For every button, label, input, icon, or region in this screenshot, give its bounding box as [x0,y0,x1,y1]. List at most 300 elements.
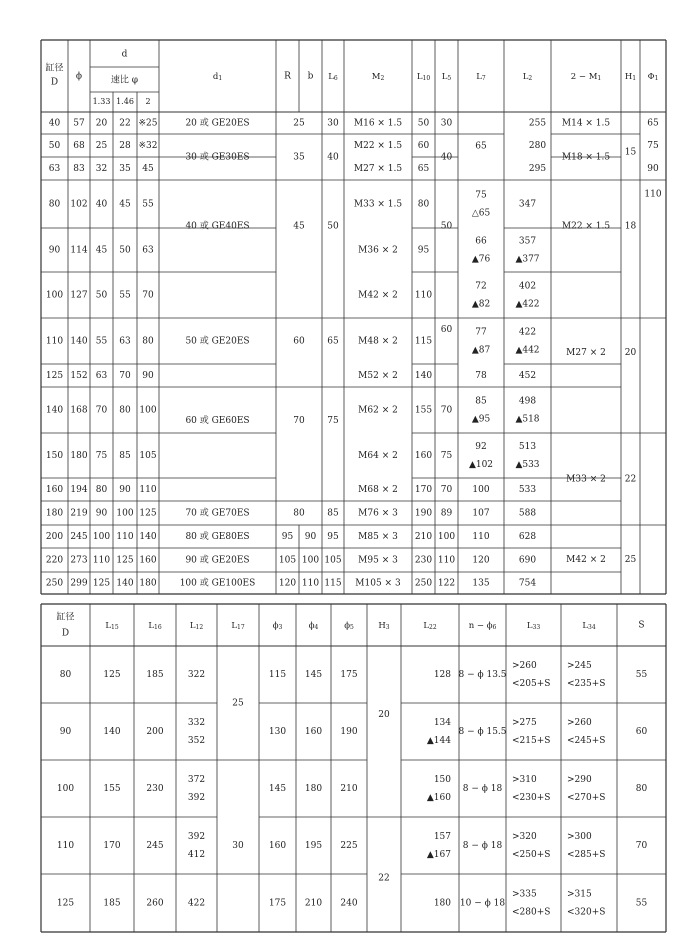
cell-L10: 115 [414,336,433,347]
cell-ratio-133: 40 [95,199,108,210]
header-b: b [307,71,314,82]
cell2-L12-alt: 392 [187,793,206,803]
cell-M2: M48 × 2 [358,336,398,347]
cell2-L17-merged: 25 [232,698,244,709]
header2-bore-label: 缸径 [56,612,75,623]
cell-L5: 110 [437,555,456,566]
cell-L6: 105 [324,555,342,566]
cell-ratio-2: 180 [139,578,157,589]
cell-R: 95 [281,532,294,542]
cell-ratio-133: 80 [95,485,108,495]
header-ratio-2: 2 [145,97,151,106]
cell2-S: 70 [635,841,648,851]
cell2-L33-max: <215+S [512,736,551,746]
cell2-L15: 170 [103,841,121,851]
cell-bore: 220 [45,555,64,566]
cell-L2: 498 [518,396,537,407]
cell-M2: M22 × 1.5 [353,141,403,151]
cell-L5: 100 [437,532,456,542]
cell-L2: 533 [518,485,537,495]
cell-M2: M85 × 3 [358,532,398,542]
cell-L2: 588 [518,508,537,519]
cell2-phi4: 160 [304,727,323,737]
cell2-phi3: 115 [268,670,287,680]
header-L2: $L_2$ [522,71,533,82]
header2-L22: $L_{22}$ [423,620,437,631]
cell-L2: 280 [528,141,547,151]
cell-bore: 160 [45,485,64,495]
cell-bore: 150 [45,451,64,461]
header2-phi5: $\phi_5$ [344,620,354,631]
cell-d1-merged: 50 或 GE20ES [185,336,250,347]
cell-bore: 50 [48,141,61,151]
cell-ratio-2: 63 [142,245,154,256]
cell-L7: 75 [475,190,487,201]
cell-ratio-133: 90 [95,508,108,519]
cell-ratio-146: 50 [119,245,131,256]
header-phi: ϕ [75,71,83,82]
cell-ratio-133: 70 [95,405,108,416]
cell-L10: 160 [414,451,433,461]
cell2-L12: 372 [187,775,206,785]
cell-ratio-133: 110 [92,555,111,566]
cell-ratio-146: 22 [119,118,131,129]
cell-L2: 452 [518,371,537,381]
cell-L7: 72 [475,281,487,292]
cell-bore: 63 [48,164,61,174]
cell-ratio-133: 25 [95,141,108,151]
cell-L7-alt: ▲95 [471,414,491,425]
cell-H1-merged: 22 [624,474,637,485]
cell-L2: 255 [528,118,547,129]
cell2-H3-merged: 20 [378,710,390,720]
cell2-bore: 80 [59,670,72,680]
cell2-L12: 392 [187,832,206,842]
cell2-n-phi6: 8 − ϕ 18 [462,784,503,794]
header-d1: $d_1$ [212,71,223,82]
cell-L10: 140 [414,371,433,381]
cell-ratio-146: 80 [119,405,131,416]
cell2-S: 60 [635,727,648,737]
cell2-L15: 185 [103,898,121,909]
header-M1: $2 - M_1$ [570,71,602,82]
cell-L2: 422 [518,327,537,338]
cell2-S: 55 [635,898,648,909]
cell-phi: 152 [70,371,88,381]
cell2-bore: 125 [56,898,75,909]
cell-L5: 70 [440,485,453,495]
cell-L5-merged: 30 [440,118,453,129]
cell2-L34-max: <320+S [567,907,606,918]
cell-L2-alt: ▲442 [515,345,540,356]
cell-ratio-2: 80 [142,336,154,347]
cell-R-merged: 45 [293,221,305,232]
header-M2: $M_2$ [371,71,385,82]
cell-H1-merged: 18 [624,221,637,232]
cell-L7: 120 [472,555,490,566]
cell2-phi4: 180 [304,784,323,794]
cell2-L22-alt: ▲167 [426,850,451,860]
cell-Phi1-merged: 110 [644,189,662,200]
cell-ratio-2: 70 [142,290,154,301]
cell2-L16: 185 [146,670,164,680]
cell-R-merged: 35 [293,152,305,163]
cell2-bore: 110 [56,841,75,851]
cell2-L33-max: <205+S [512,679,551,689]
cell-H1-merged: 15 [624,147,637,158]
cell2-n-phi6: 8 − ϕ 18 [462,841,503,851]
header2-L15: $L_{15}$ [105,620,119,631]
cell2-L16: 260 [146,898,164,909]
cell-M2: M42 × 2 [358,290,398,301]
cell-L7: 100 [472,485,490,495]
cell-d1: 70 或 GE70ES [185,508,250,519]
cell-L10: 155 [414,405,433,416]
cell-L7: 78 [475,371,487,381]
cell-ratio-2: 140 [139,532,157,542]
cell-L2: 295 [528,164,547,174]
cell2-L34-max: <285+S [567,850,606,860]
cell-ratio-133: 45 [95,245,108,256]
cell-L10: 250 [414,578,433,589]
cell2-n-phi6: 10 − ϕ 18 [459,898,506,909]
cell-ratio-2: 90 [142,371,154,381]
cell2-L33-min: >260 [512,661,537,671]
cell-L5: 75 [440,451,453,461]
cell-ratio-2: ※25 [138,118,158,129]
cell2-H3-merged: 22 [378,873,390,884]
cell-L10: 170 [414,485,433,495]
cell-phi: 127 [70,290,88,301]
cell2-L33-min: >335 [512,889,537,900]
cell-d1-merged: 40 或 GE40ES [185,221,250,232]
cell2-L33-max: <280+S [512,907,551,918]
cell-L7: 85 [475,396,487,407]
cell-ratio-2: 100 [139,405,157,416]
cell-L6: 95 [327,532,339,542]
cell2-phi3: 130 [268,727,287,737]
cell2-S: 55 [635,670,648,680]
cell-M2: M52 × 2 [358,371,398,381]
cell-L2-alt: ▲533 [515,460,540,470]
cell-L10: 190 [414,508,433,519]
cell2-L15: 140 [103,727,121,737]
cell2-L34-max: <270+S [567,793,606,803]
cell-ratio-133: 50 [95,290,108,301]
cell-M2: M27 × 1.5 [353,164,403,174]
cell-M2: M16 × 1.5 [353,118,403,129]
cell-ratio-133: 20 [95,118,108,129]
cell-L2: 628 [518,532,537,542]
cell-ratio-146: 90 [119,485,131,495]
cell-L6-merged: 75 [327,416,339,426]
header2-phi3: $\phi_3$ [272,620,283,631]
cell-ratio-146: 70 [119,371,131,381]
cell-L5-merged: 60 [440,325,453,335]
header-H1: $H_1$ [624,71,637,82]
cell-ratio-133: 100 [92,532,111,542]
cell-phi: 219 [70,508,88,519]
cell-L2-alt: ▲518 [515,414,540,425]
cell2-L22-alt: ▲160 [426,793,451,803]
cell-phi: 102 [70,199,88,210]
cell-M2: M33 × 1.5 [353,199,403,210]
cell2-phi5: 190 [340,727,358,737]
cell-M2: M105 × 3 [355,578,401,589]
cell2-phi5: 210 [340,784,358,794]
header-R: R [284,71,291,82]
header-L7: $L_7$ [476,71,486,82]
cell-bore: 110 [45,336,64,347]
cell-L5: 70 [440,405,453,416]
cell-L7-alt: ▲76 [471,254,491,265]
cell-L2: 402 [518,281,537,292]
cell2-L33-min: >310 [512,775,537,785]
cell-bore: 80 [48,199,61,210]
cell-L10: 230 [414,555,433,566]
cell2-phi4: 210 [304,898,323,909]
cell-M2: M76 × 3 [358,508,398,519]
cell-R-merged: 25 [293,118,305,129]
cell-L10: 60 [417,141,430,151]
cell2-L34-max: <235+S [567,679,606,689]
cell-ratio-146: 35 [119,164,131,174]
cell2-S: 80 [635,784,648,794]
cell-ratio-2: 45 [142,164,154,174]
header2-L17: $L_{17}$ [231,620,245,631]
cell2-n-phi6: 8 − ϕ 15.5 [458,727,507,737]
header-d: d [121,49,128,60]
cell-bore: 140 [45,405,64,416]
cell-L7-merged: 65 [475,141,487,152]
cell-ratio-146: 100 [116,508,134,519]
cell-phi: 57 [73,118,85,129]
cell2-L22: 128 [433,670,451,680]
cell-ratio-146: 85 [119,451,131,461]
cell-H1-merged: 20 [624,348,637,358]
cell2-L15: 155 [103,784,121,794]
cell2-bore: 100 [56,784,75,794]
cell-ratio-146: 45 [119,199,131,210]
cell-M2: M36 × 2 [358,245,398,256]
cell2-L34-min: >290 [567,775,592,785]
cell2-phi3: 160 [268,841,287,851]
cell-d1-merged: 20 或 GE20ES [185,118,250,129]
cell-R: 120 [278,578,297,589]
cell2-L17: 30 [232,841,244,851]
cell-b: 90 [304,532,317,542]
cell2-phi3: 145 [268,784,287,794]
header2-L16: $L_{16}$ [148,620,162,631]
cell-M1-merged: M33 × 2 [566,474,606,485]
cell-L2: 513 [518,442,537,452]
header-L5: $L_5$ [441,71,452,82]
cell-M1-merged: M22 × 1.5 [561,221,611,232]
cell-R-merged: 70 [293,416,305,426]
cell-ratio-2: 160 [139,555,157,566]
cell2-L22-alt: ▲144 [426,736,451,746]
cell-L10: 110 [414,290,433,301]
cell2-L33-max: <230+S [512,793,551,803]
cell2-L34-min: >245 [567,661,592,671]
header2-L12: $L_{12}$ [189,620,204,631]
cell-d1-merged: 30 或 GE30ES [185,152,250,163]
cell-L10: 80 [417,199,430,210]
cell-L5: 89 [440,508,453,519]
cell2-L16: 245 [146,841,164,851]
cell-L7-alt: ▲82 [471,299,491,310]
cell2-L34-min: >300 [567,832,592,842]
cell-ratio-146: 28 [119,141,131,151]
cell-bore: 180 [45,508,64,519]
cell-bore: 100 [45,290,64,301]
cell2-L16: 200 [146,727,164,737]
cell-phi: 83 [73,164,85,174]
cell-L2: 754 [518,578,537,589]
cell-phi: 140 [70,336,88,347]
cell-phi: 180 [70,451,88,461]
cell-bore: 200 [45,532,64,542]
cell-d1: 90 或 GE20ES [185,555,250,566]
cell-L2-alt: ▲377 [515,254,540,265]
header-bore-symbol: D [50,77,59,88]
cell-d1: 100 或 GE100ES [179,578,256,589]
cell2-L12: 332 [187,718,206,728]
header-bore-label: 缸径 [45,63,64,74]
cell-phi: 68 [73,141,85,151]
cell-L6-merged: 50 [327,221,339,232]
cell-bore: 125 [45,371,64,381]
header2-bore-symbol: D [61,628,70,639]
cell-ratio-146: 55 [119,290,131,301]
cell-phi: 273 [70,555,88,566]
cell-M1-merged: M18 × 1.5 [561,152,611,163]
cell-L6: 85 [327,508,339,519]
cell-ratio-133: 125 [92,578,111,589]
cell-M1-merged: M27 × 2 [566,348,606,358]
cell-d1: 80 或 GE80ES [185,532,250,542]
cell2-n-phi6: 8 − ϕ 13.5 [458,670,507,680]
cell-ratio-133: 75 [95,451,108,461]
cell-L7: 107 [472,508,490,519]
cell-bore: 40 [48,118,61,129]
cell-L7-alt: ▲87 [471,345,491,356]
cell2-L33-max: <250+S [512,850,551,860]
cell2-L33-min: >320 [512,832,537,842]
cell-H1-merged: 25 [624,555,637,565]
header2-L33: $L_{33}$ [526,620,541,631]
cell-L6: 115 [324,578,342,589]
cell-ratio-2: 55 [142,199,154,210]
cell-L2-alt: ▲422 [515,299,540,310]
cell-L7-alt: ▲102 [468,460,494,470]
cell2-L22: 134 [433,718,451,728]
header-Phi1: $\Phi_1$ [647,71,659,82]
cell-phi: 245 [70,532,88,542]
cell2-L16: 230 [146,784,164,794]
cell2-L12: 322 [187,670,206,680]
cell2-L33-min: >275 [512,718,537,728]
cell-ratio-133: 63 [95,371,108,381]
cell2-L34-max: <245+S [567,736,606,746]
cell2-bore: 90 [59,727,72,737]
cell-L7: 92 [475,442,487,452]
header-L10: $L_{10}$ [416,71,431,82]
cell2-L12: 422 [187,898,206,909]
cell2-phi4: 195 [304,841,323,851]
cell-L7: 135 [472,578,490,589]
cell-bore: 90 [48,245,61,256]
cell2-L34-min: >315 [567,889,592,900]
header2-phi4: $\phi_4$ [308,620,319,631]
cell2-phi3: 175 [268,898,287,909]
cell2-phi4: 145 [304,670,323,680]
cell-R: 105 [278,555,297,566]
cell-L6-merged: 30 [327,118,339,129]
cell-L6-merged: 65 [327,336,339,347]
cell2-phi5: 240 [340,898,358,909]
cell-ratio-146: 110 [116,532,134,542]
cell-M2: M95 × 3 [358,555,398,566]
cell-phi: 299 [70,578,88,589]
header2-L34: $L_{34}$ [582,620,596,631]
cell-ratio-2: ※32 [138,141,158,151]
cell-phi: 168 [70,405,88,416]
cell-phi: 194 [70,485,88,495]
cell-Phi1: 75 [647,141,659,151]
cell2-L12-alt: 352 [187,736,206,746]
cell2-L34-min: >260 [567,718,592,728]
cell2-L22: 180 [433,898,451,909]
cell-ratio-2: 125 [139,508,157,519]
cell2-L12-alt: 412 [187,850,206,860]
header2-S: S [638,620,645,631]
cell-ratio-146: 63 [119,336,131,347]
header-L6: $L_6$ [328,71,338,82]
cell-L10: 210 [414,532,433,542]
cell-d1-merged: 60 或 GE60ES [185,416,250,426]
cell-b: 100 [301,555,320,566]
cell-ratio-146: 125 [116,555,134,566]
cell-ratio-146: 140 [116,578,134,589]
cell-M2: M62 × 2 [358,405,398,416]
cell-M2: M68 × 2 [358,485,398,495]
cell-L10: 50 [417,118,430,129]
cell2-L15: 125 [103,670,121,680]
cell-L7: 110 [472,532,490,542]
cell-M1-merged: M42 × 2 [566,555,606,565]
cell2-L22: 150 [433,775,451,785]
cell-L7-alt: △65 [471,208,491,219]
cell-ratio-2: 110 [139,485,157,495]
cell-M1-merged: M14 × 1.5 [561,118,611,129]
cell-L7: 66 [475,236,487,247]
cell2-phi5: 225 [340,841,358,851]
cell-L2: 357 [518,236,537,247]
cell-L10: 65 [417,164,430,174]
cell-b: 110 [301,578,320,589]
cell2-phi5: 175 [340,670,358,680]
cell-M2: M64 × 2 [358,451,398,461]
cell-L10: 95 [417,245,430,256]
cell-ratio-2: 105 [139,451,157,461]
cell-ratio-133: 55 [95,336,108,347]
header-ratio-133: 1.33 [92,97,111,106]
cell-Phi1: 90 [647,164,659,174]
cell-bore: 250 [45,578,64,589]
cell-L6-merged: 40 [327,152,339,163]
header-ratio: 速比 φ [110,75,139,86]
